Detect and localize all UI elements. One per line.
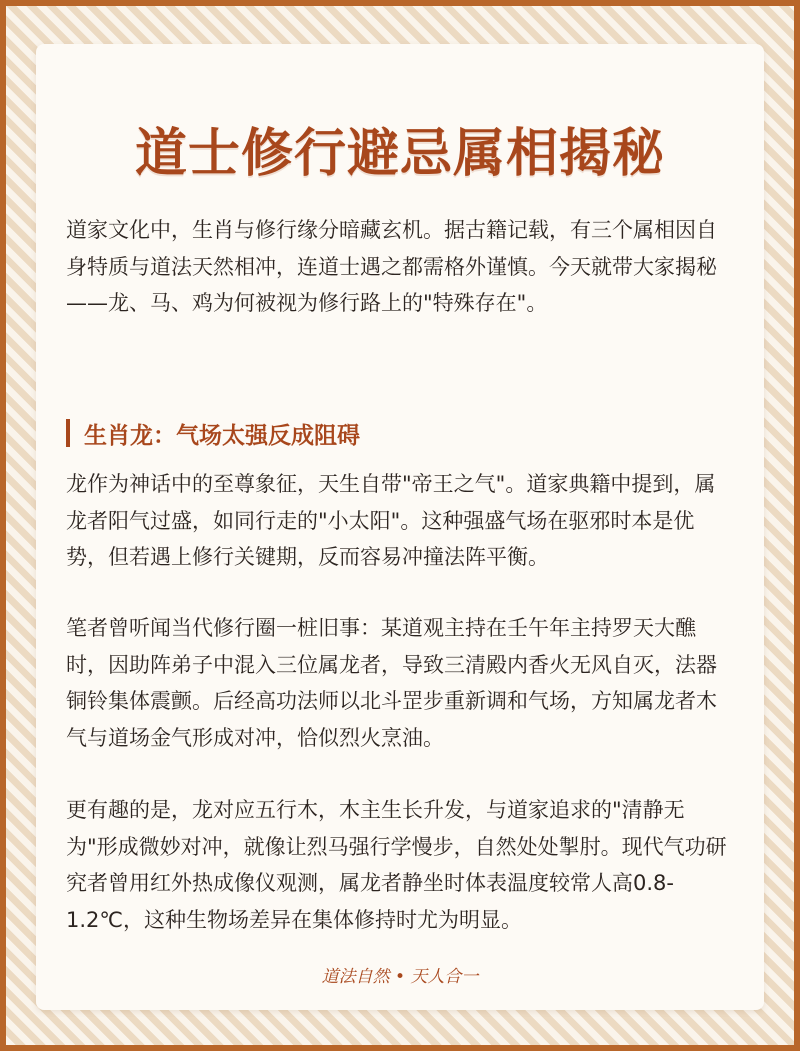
section-paragraph: 笔者曾听闻当代修行圈一桩旧事：某道观主持在壬午年主持罗天大醮时，因助阵弟子中混入三位属龙者，导致三清殿内香火无风自灭，法器铜铃集体震颤。后经高功法师以北斗罡步重新调和气场，方知属龙者木气与道场金气形成对冲，恰似烈火烹油。: [66, 616, 717, 750]
intro-paragraph: 道家文化中，生肖与修行缘分暗藏玄机。据古籍记载，有三个属相因自身特质与道法天然相冲，连道士遇之都需格外谨慎。今天就带大家揭秘——龙、马、鸡为何被视为修行路上的"特殊存在"。: [66, 218, 717, 315]
heading-accent-bar: [66, 419, 70, 447]
page-title: 道士修行避忌属相揭秘: [134, 124, 665, 184]
section-heading-text: 生肖龙：气场太强反成阻碍: [84, 422, 360, 449]
section-heading: [66, 416, 360, 450]
section-paragraph: 龙作为神话中的至尊象征，天生自带"帝王之气"。道家典籍中提到，属龙者阳气过盛，如同行走的"小太阳"。这种强盛气场在驱邪时本是优势，但若遇上修行关键期，反而容易冲撞法阵平衡。: [66, 472, 716, 569]
article-card: [36, 44, 764, 1010]
footer-motto: 道法自然 • 天人合一: [321, 967, 479, 987]
section-paragraph: 更有趣的是，龙对应五行木，木主生长升发，与道家追求的"清静无为"形成微妙对冲，就像让烈马强行学慢步，自然处处掣肘。现代气功研究者曾用红外热成像仪观测，属龙者静坐时体表温度较常人高0.8-1.2℃，这种生物场差异在集体修持时尤为明显。: [66, 798, 727, 932]
